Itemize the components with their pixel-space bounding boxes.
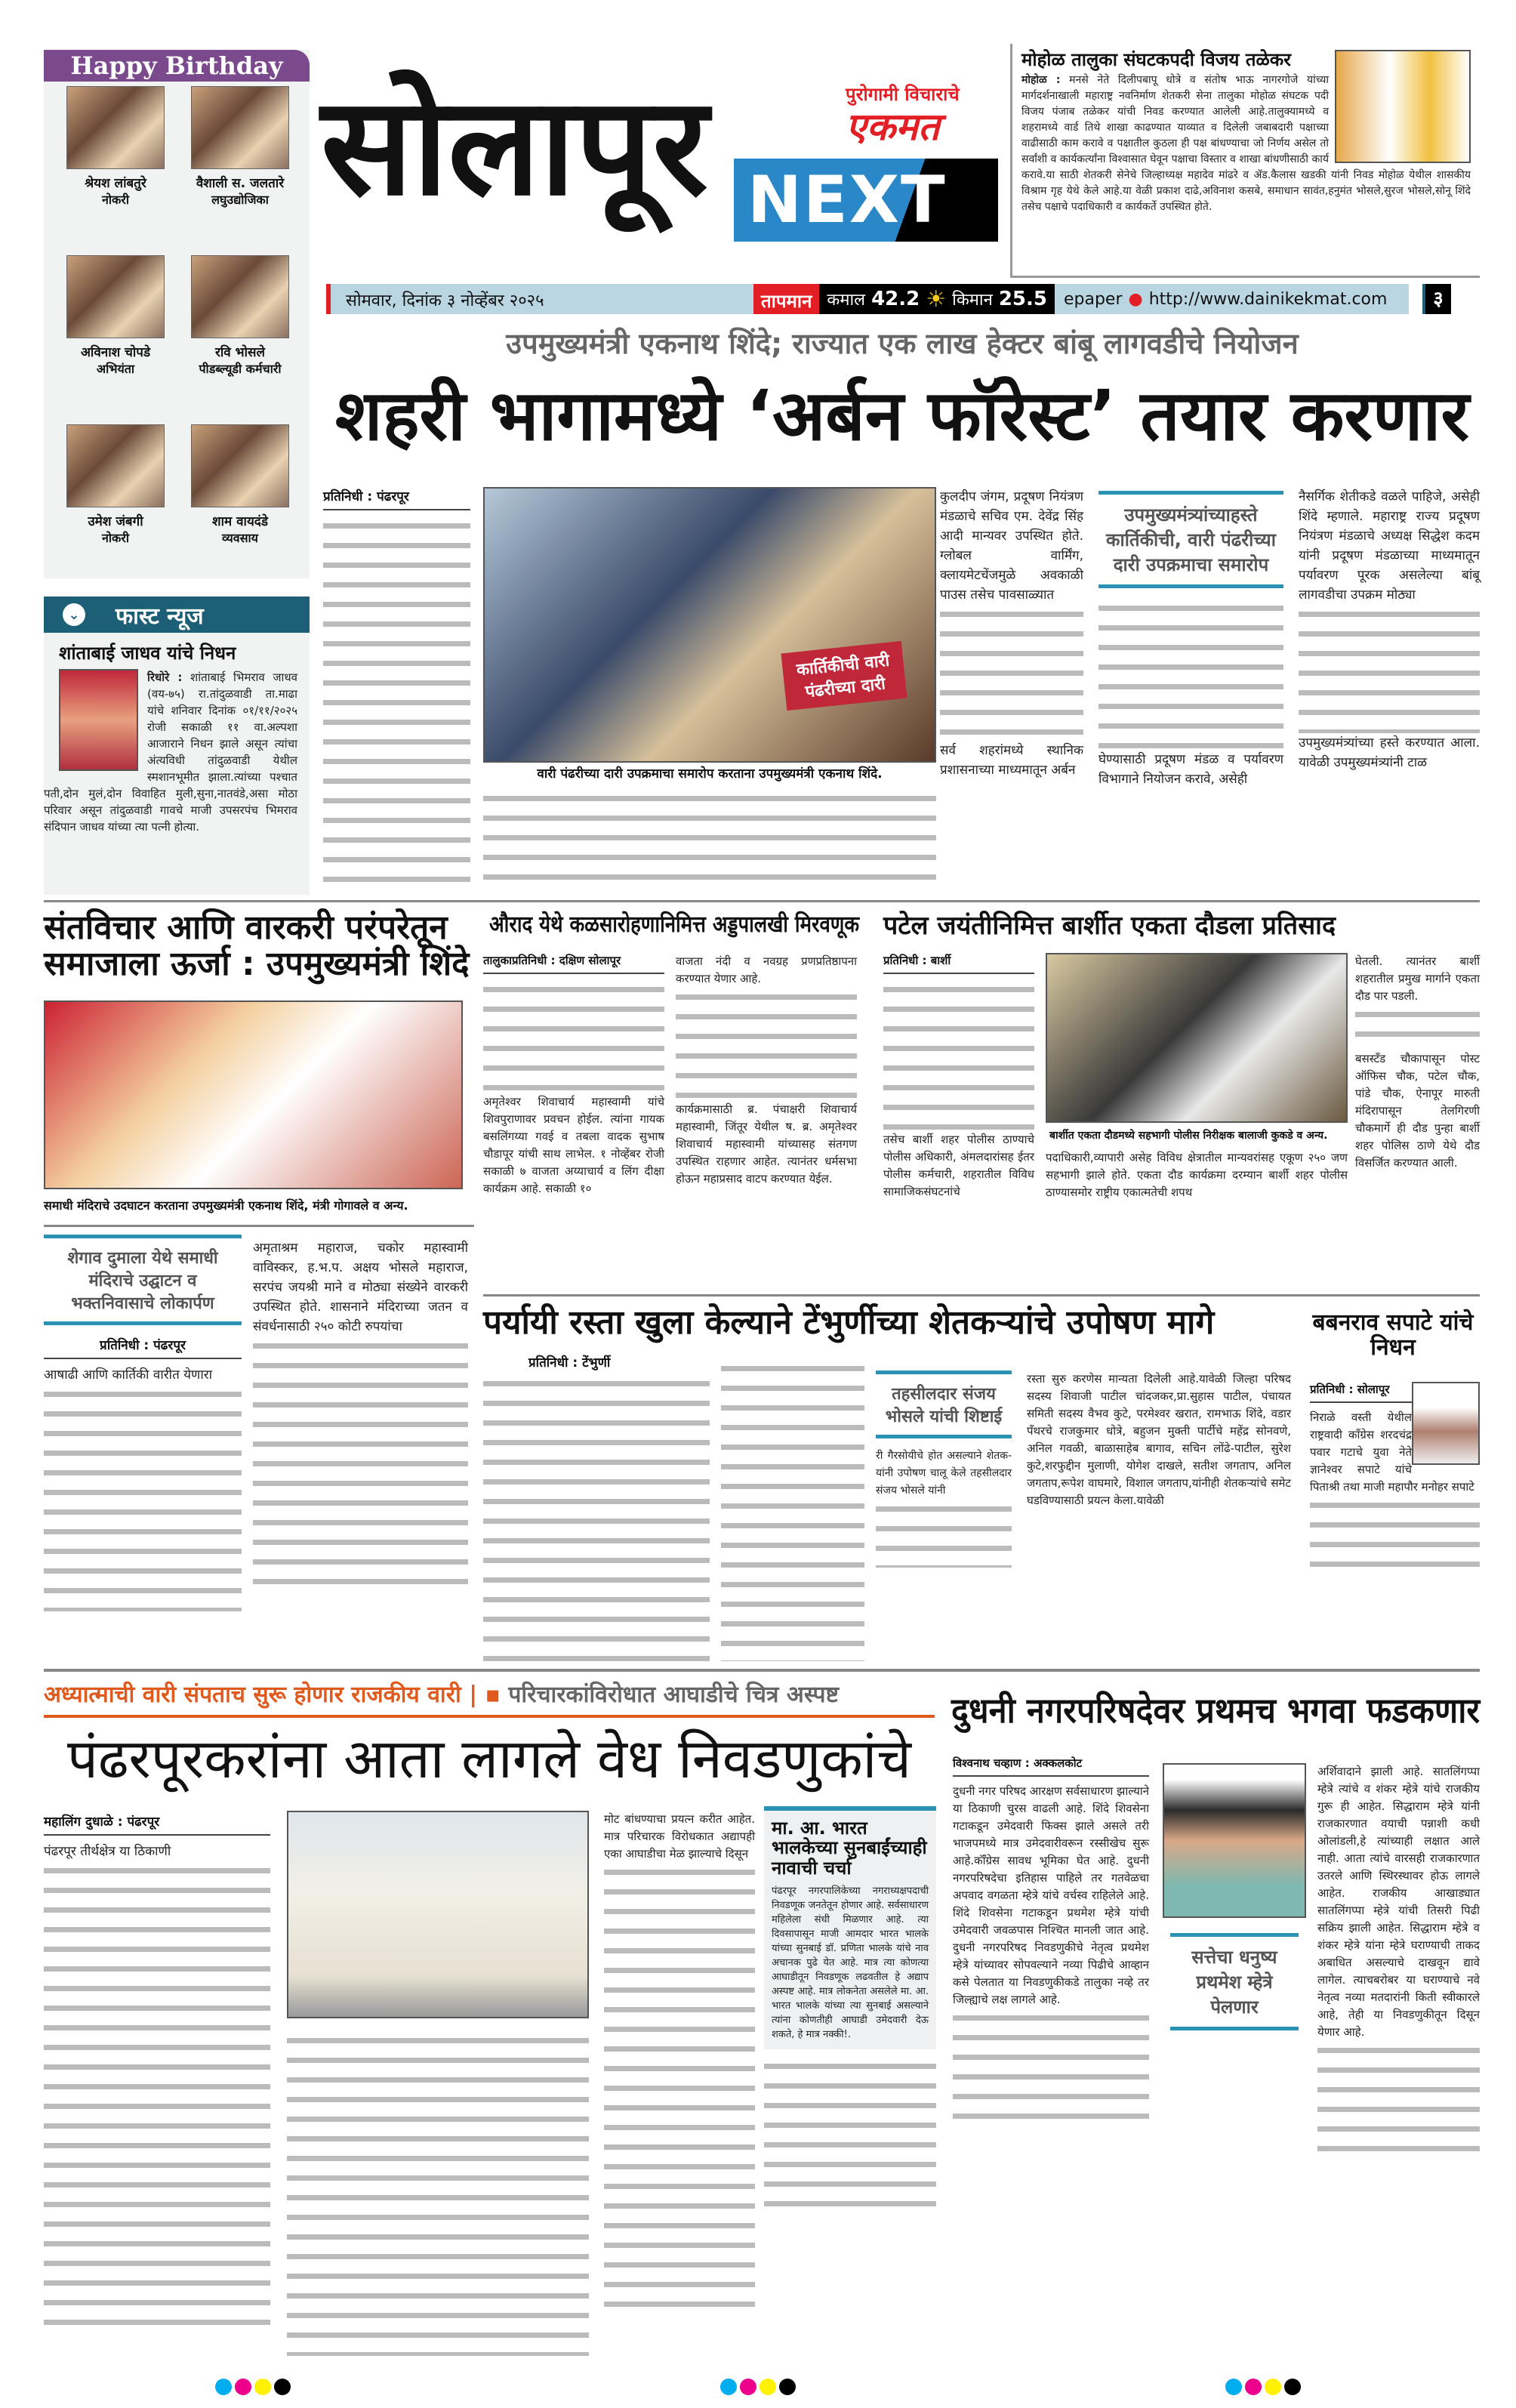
- patel-text-2: तसेच बार्शी शहर पोलीस ठाण्याचे पोलीस अधिकारी, अंमलदारांसह ईतर पोलीस कर्मचारी, शहरातील विविध सामाजिकसंघटनांचे: [883, 1133, 1034, 1198]
- patel-col-3: [1046, 1149, 1348, 1201]
- sant-text-2: अमृताश्रम महाराज, चकोर महास्वामी वाविस्कर, ह.भ.प. अक्षय भोसले महाराज, सरपंच जयश्री माने व मोठ्या संख्येने वारकरी उपस्थित होते. शासनाने मंदिराच्या जतन व संवर्धनासाठी २५० कोटी रुपयांचा: [253, 1241, 468, 1334]
- sant-headline: संतविचार आणि वारकरी परंपरेतून समाजाला ऊर्जा : उपमुख्यमंत्री शिंदे: [44, 908, 470, 984]
- lead-col-3: [940, 487, 1083, 780]
- sapate-byline: प्रतिनिधी : सोलापूर: [1310, 1382, 1480, 1403]
- color-registration-marks: [0, 2379, 1516, 2398]
- birthday-section: [44, 50, 310, 578]
- divider: [44, 900, 1480, 902]
- sapate-headline: बबनराव सपाटे यांचे निधन: [1312, 1309, 1474, 1361]
- dudhani-pullquote: सत्तेचा धनुष्य प्रथमेश म्हेत्रे पेलणार: [1170, 1933, 1299, 2030]
- sant-col-2: [253, 1238, 468, 1586]
- sant-photo: [44, 1001, 463, 1189]
- tembhurni-col-2: [721, 1359, 864, 1661]
- person-name: श्रेयश लांबतुरे: [85, 176, 146, 191]
- person-photo: [66, 86, 165, 169]
- epaper-label: epaper: [1063, 289, 1123, 309]
- patel-col-4: [1355, 953, 1480, 1172]
- fast-news-headline: शांताबाई जाधव यांचे निधन: [59, 643, 236, 664]
- issue-date: सोमवार, दिनांक ३ नोव्हेंबर २०२५: [331, 284, 753, 314]
- person-job: नोकरी: [101, 531, 129, 545]
- lead-byline: प्रतिनिधी : पंढरपूर: [323, 487, 470, 510]
- birthday-card: [59, 86, 172, 208]
- dudhani-col-3: [1317, 1763, 1480, 2154]
- pandharpur-col-1: [44, 1812, 270, 2329]
- tembhurni-headline: पर्यायी रस्ता खुला केल्याने टेंभुर्णीच्या शेतकऱ्यांचे उपोषण मागे: [483, 1303, 1215, 1342]
- bhalke-box-text: पंढरपूर नगरपालिकेच्या नगराध्यक्षपदाची निवडणूक जनतेतून होणार आहे. सर्वसाधारण महिलेला संधी मिळणार आहे. त्या दिवसापासून माजी आमदार भारत भालके यांच्या सुनबाई डॉ. प्रणिता भालके यांचे नाव अचानक पुढे येत आहे. मात्र त्या कोणत्या आघाडीतून निवडणूक लढवतील हे अद्याप अस्पष्ट आहे. मात्र लोकनेता असलेले मा. आ. भारत भालके यांच्या त्या सुनबाई असल्याने त्यांना कोणतीही आघाडी उमेदवारी देऊ शकते, हे मात्र नक्की!.: [772, 1885, 929, 2041]
- aurad-byline-box: [483, 953, 664, 974]
- date-bar: [326, 284, 1451, 314]
- pandharpur-kicker-2: परिचारकांविरोधात आघाडीचे चित्र अस्पष्ट: [508, 1682, 840, 1708]
- lead-photo: [483, 487, 936, 763]
- person-photo: [191, 86, 289, 169]
- pandharpur-col-4: [764, 1806, 936, 2208]
- divider: [44, 1669, 1480, 1672]
- temperature-label: तापमान: [753, 284, 819, 314]
- fast-news-header: [44, 597, 310, 633]
- dudhani-text: दुधनी नगर परिषद आरक्षण सर्वसाधारण झाल्याने या ठिकाणी चुरस वाढली आहे. शिंदे शिवसेना गटाकडून उमेदवारी फिक्स झाले असले तरी भाजपमध्ये मात्र उमेदवारीवरून रस्सीखेच सुरू आहे.कॉँग्रेस सावध भूमिका घेत आहे. दुधनी नगरपरिषदेचा इतिहास पाहिले तर गतवेळचा अपवाद वगळता म्हेत्रे यांचे वर्चस्व राहिलेले आहे. शिंदे शिवसेना गटाकडून प्रथमेश म्हेत्रे यांची उमेदवारी जवळपास निश्चित मानली जात आहे. दुधनी नगरपरिषद निवडणुकीचे नेतृत्व प्रथमेश म्हेत्रे यांच्यावर सोपवल्याने नव्या पिढीचे आव्हान कसे पेलतात या निवडणुकीकडे तालुका नव्हे तर जिल्ह्याचे लक्ष लागले आहे.: [953, 1784, 1149, 2006]
- patel-headline-box: [883, 912, 1480, 940]
- lead-kicker: उपमुख्यमंत्री एकनाथ शिंदे; राज्यात एक लाख हेक्टर बांबू लागवडीचे नियोजन: [506, 327, 1299, 360]
- sant-text: आषाढी आणि कार्तिकी वारीत येणारा: [44, 1367, 213, 1383]
- pandharpur-photo: [287, 1811, 589, 2018]
- masthead-title: सोलापूर: [321, 68, 708, 226]
- mohol-body: मनसे नेते दिलीपबापू धोत्रे व संतोष भाऊ नागरगोजे यांच्या मार्गदर्शनाखाली महाराष्ट्र नवनिर्माण शेतकरी सेना तालुका मोहोळ संघटक पदी विजय पंजाब तळेकर यांची निवड करण्यात आलेली आहे.तालुक्यामध्ये व शहरामध्ये वार्ड तिथे शाखा काढण्यात याव्यात व दिलेली जबाबदारी पक्षाच्या वाढीसाठी काम करावे व पक्षातील कुठला ही पक्ष बांधण्याचा जो निर्णय असेल तो सर्वांशी व कार्यकर्त्यांना विश्वासात घेवून पक्षाचा विस्तार व शाखा बांधणीसाठी कार्य करावे.या साठी शेतकरी सेनेचे जिल्हाध्यक्ष महादेव मांढरे व ॲड.कैलास खडकी यांनी निवड मोहोळ येथील शासकीय विश्राम गृह येथे केले आहे.या वेळी प्रकाश दाढे,अविनाश कसबे, समाधान सावंत,हनुमंत भोसले,सुरज भोसले,सोनू शिंदे तसेच पक्षाचे पदाधिकारी व कार्यकर्ते उपस्थित होते.: [1021, 74, 1471, 214]
- sun-icon: ☀: [926, 285, 947, 313]
- masthead-tagline: पुरोगामी विचाराचे: [846, 84, 960, 105]
- patel-photo: [1046, 953, 1348, 1123]
- pandharpur-col-2: [287, 2031, 589, 2356]
- patel-text: घेतली. त्यानंतर बार्शी शहरातील प्रमुख मार्गाने एकता दौड पार पडली.: [1355, 954, 1480, 1003]
- pandharpur-headline-box: [44, 1729, 935, 1789]
- patel-photo-caption-box: [1049, 1128, 1348, 1142]
- patel-photo-caption: बार्शीत एकता दौडमध्ये सहभागी पोलीस निरीक्षक बालाजी कुकडे व अन्य.: [1049, 1130, 1328, 1142]
- birthday-card: [183, 424, 297, 546]
- person-name: उमेश जंबगी: [88, 514, 143, 529]
- dudhani-text-2: अर्शिवादाने झाली आहे. सातलिंगप्पा म्हेत्रे त्यांचे व शंकर म्हेत्रे यांचे राजकीय गुरू ही आहेत. सिद्धाराम म्हेत्रे यांनी राजकारणात वयाची पन्नाशी कधी ओलांडली,हे त्यांच्याही लक्षात आले नाही. आता त्यांचे वारसही राजकारणात उतरले आणि स्थिरस्थावर होऊ लागले आहेत. राजकीय आखाड्यात सातलिंगप्पा म्हेत्रे यांची तिसरी पिढी सक्रिय झाली आहेत. सिद्धाराम म्हेत्रे व शंकर म्हेत्रे यांना म्हेत्रे घराण्याची ताकद अबाधित असल्याचे दाखवून द्यावे लागेल. त्याचबरोबर या घराण्याचे नवे नेतृत्व नव्या मतदारांनी किती स्वीकारले आहे, तेही या निवडणुकीतून दिसून येणार आहे.: [1317, 1765, 1480, 2039]
- person-name: अविनाश चोपडे: [80, 345, 151, 360]
- tembhurni-col-1: [483, 1374, 710, 1661]
- tembhurni-byline: प्रतिनिधी : टेंभुर्णी: [528, 1355, 611, 1370]
- dudhani-headline: दुधनी नगरपरिषदेवर प्रथमच भगवा फडकणार: [951, 1690, 1481, 1731]
- pandharpur-kicker-1: अध्यात्माची वारी संपताच सुरू होणार राजकीय वारी: [44, 1682, 461, 1708]
- photo-banner-text: कार्तिकीची वारी पंढरीच्या दारी: [781, 641, 907, 711]
- max-temp-label: कमाल: [827, 291, 866, 310]
- sant-photo-caption: समाधी मंदिराचे उदघाटन करताना उपमुख्यमंत्री एकनाथ शिंदे, मंत्री गोगावले व अन्य.: [44, 1198, 408, 1213]
- birthday-card: [59, 255, 172, 377]
- person-name: रवि भोसले: [214, 345, 266, 360]
- lead-col-5-text: नैसर्गिक शेतीकडे वळले पाहिजे, असेही शिंदे म्हणाले. महाराष्ट्र राज्य प्रदूषण नियंत्रण मंडळाचे अध्यक्ष सिद्धेश कदम यांनी प्रदूषण मंडळाच्या माध्यमातून पर्यावरण पूरक असलेल्या बांबू लागवडीचा उपक्रम मोठ्या: [1299, 489, 1480, 603]
- mohol-story: [1010, 44, 1480, 278]
- person-job: नोकरी: [101, 193, 129, 207]
- dudhani-col-1: [953, 1756, 1149, 2122]
- person-photo: [191, 255, 289, 338]
- person-job: व्यवसाय: [222, 531, 258, 545]
- lead-headline: शहरी भागामध्ये ‘अर्बन फॉरेस्ट’ तयार करणार: [335, 375, 1469, 456]
- pandharpur-kicker: अध्यात्माची वारी संपताच सुरू होणार राजकीय वारी | ▪ परिचारकांविरोधात आघाडीचे चित्र अस्पष्ट: [44, 1678, 935, 1718]
- temperature-readout: [819, 284, 1055, 314]
- tembhurni-text-2: रस्ता सुरु करणेस मान्यता दिलेली आहे.यावेळी जिल्हा परिषद सदस्य शिवाजी पाटील चांदजकर,प्रा.सुहास पाटील, पंचायत समिती सदस्य वैभव कुटे, परमेश्वर खरात, रामभाऊ शिंदे, वडार पँथरचे राजकुमार धोत्रे, बहुजन मुक्ती पार्टीचे महेंद्र सोनवणे, अनिल गवळी, बाळासाहेब बागाव, सचिन लोंढे-पाटील, सुरेश कुटे,शरफुद्दीन मुलाणी, योगेश दाखले, सतीश जगताप, अनिल जगताप,रूपेश वाघमारे, विशाल जगताप,यांनीही शेतकऱ्यांचे समेट घडविण्यासाठी प्रयत्न केला.यावेळी: [1027, 1372, 1291, 1507]
- aurad-text-3: कार्यक्रमासाठी ब्र. पंचाक्षरी शिवाचार्य महास्वामी, जिंतूर येथील ष. ब्र. अमृतेश्वर शिवाचार्य महास्वामी यांच्यासह संतगण उपस्थित राहणार आहेत. त्यानंतर धर्मसभा होऊन महाप्रसाद वाटप करण्यात येईल.: [676, 1102, 857, 1186]
- bhalke-box: [764, 1806, 936, 2049]
- tembhurni-pullquote: तहसीलदार संजय भोसले यांची शिष्टाई: [876, 1370, 1012, 1438]
- patel-headline: पटेल जयंतीनिमित्त बार्शीत एकता दौडला प्रतिसाद: [883, 911, 1336, 941]
- aurad-col-1: [483, 953, 664, 1198]
- birthday-title: Happy Birthday: [44, 50, 310, 82]
- dudhani-col-2: [1163, 1763, 1306, 2030]
- lead-headline-box: [325, 375, 1480, 456]
- tembhurni-headline-box: [483, 1305, 1291, 1341]
- lead-col-5-text-b: उपमुख्यमंत्र्यांच्या हस्ते करण्यात आला. यावेळी उपमुख्यमंत्र्यांनी टाळ: [1299, 735, 1480, 770]
- pandharpur-headline: पंढरपूरकरांना आता लागले वेध निवडणुकांचे: [66, 1727, 912, 1790]
- person-job: अभियंता: [96, 362, 135, 376]
- sapate-photo: [1412, 1382, 1480, 1465]
- masthead-title-box: [321, 68, 721, 226]
- lead-col-5: [1299, 487, 1480, 772]
- person-job: लघुउद्योजिका: [211, 193, 269, 207]
- epaper-icon: ●: [1128, 289, 1143, 309]
- aurad-headline: औराद येथे कळसारोहणानिमित्त अड्डपालखी मिरवणूक: [489, 911, 860, 938]
- fast-news-title: फास्ट न्यूज: [116, 603, 204, 630]
- lead-kicker-box: [325, 323, 1480, 362]
- patel-text-4: बसस्टँड चौकापासून पोस्ट ऑफिस चौक, पटेल चौक, पांडे चौक, ऐनापूर मारुती मंदिरापासून तेलगिरणी चौकमार्गे ही दौड पुन्हा बार्शी शहर पोलिस ठाणे येथे दौड विसर्जित करण्यात आली.: [1355, 1052, 1480, 1170]
- lead-photo-caption: वारी पंढरीच्या दारी उपक्रमाचा समारोप करताना उपमुख्यमंत्री एकनाथ शिंदे.: [537, 766, 883, 782]
- fast-news-body: शांताबाई भिमराव जाधव (वय-७५) रा.तांदुळवाडी ता.माढा यांचे शनिवार दिनांक ०१/११/२०२५ रोजी सकाळी ११ वा.अल्पशा आजाराने निधन झाले असून त्यांचा अंत्यविधी तांदुळवाडी येथील स्मशानभूमीत झाला.त्यांच्या पश्चात पती,दोन मुलं,दोन विवाहित मुली,सुना,नातवंडे,असा मोठा परिवार असून तांदुळवाडी गावचे माजी उपसरपंच भिमराव संदिपान जाधव यांच्या त्या पत्नी होत्या.: [44, 671, 297, 834]
- pandharpur-byline: महालिंग दुधाळे : पंढरपूर: [44, 1812, 270, 1836]
- sapate-story: [1310, 1382, 1480, 1571]
- fast-news-dateline: रिधोरे :: [147, 671, 183, 685]
- mohol-photo: [1335, 50, 1471, 163]
- patel-text-3: पदाधिकारी,व्यापारी असेह विविध क्षेत्रातील मान्यवरांसह एकूण २५० जण सहभागी झाले होते. एकता दौड कार्यक्रमा दरम्यान बार्शी शहर पोलीस ठाण्यासमोर राष्ट्रीय एकात्मतेची शपथ: [1046, 1151, 1348, 1199]
- lead-text-below-photo: [483, 789, 936, 891]
- double-chevron-down-icon: ⌄: [63, 603, 85, 626]
- bhalke-box-title: मा. आ. भारत भालकेच्या सुनबाईंच्याही नावाची चर्चा: [772, 1818, 927, 1879]
- dudhani-byline: विश्वनाथ चव्हाण : अक्कलकोट: [953, 1756, 1149, 1777]
- lead-col-1: [323, 487, 470, 886]
- person-photo: [66, 424, 165, 507]
- fast-news-section: [44, 597, 310, 895]
- divider: [44, 1225, 474, 1227]
- sant-subheadline: शेगाव दुमाला येथे समाधी मंदिराचे उद्घाटन व भक्तनिवासाचे लोकार्पण: [44, 1235, 242, 1325]
- aurad-text: वाजता नंदी व नवग्रह प्रणप्रतिष्ठापना करण्यात येणार आहे.: [676, 954, 857, 985]
- divider: [483, 1294, 1480, 1296]
- birthday-card: [183, 86, 297, 208]
- epaper-link[interactable]: http://www.dainikekmat.com: [1148, 289, 1388, 309]
- lead-photo-caption-box: [483, 764, 936, 782]
- patel-byline: प्रतिनिधी : बार्शी: [883, 953, 1034, 974]
- pandharpur-text: पंढरपूर तीर्थक्षेत्र या ठिकाणी: [44, 1844, 171, 1859]
- min-temp-value: 25.5: [998, 288, 1047, 310]
- dudhani-photo: [1163, 1763, 1306, 1918]
- mohol-headline: मोहोळ तालुका संघटकपदी विजय तळेकर: [1021, 49, 1291, 70]
- aurad-byline: तालुकाप्रतिनिधी : दक्षिण सोलापूर: [483, 954, 621, 967]
- lead-col-4-text: घेण्यासाठी प्रदूषण मंडळ व पर्यावरण विभागाने नियोजन करावे, असेही: [1098, 752, 1283, 787]
- sant-byline: प्रतिनिधी : पंढरपूर: [44, 1336, 242, 1359]
- obituary-photo: [59, 669, 138, 771]
- person-name: शाम वायदंडे: [212, 514, 268, 529]
- birthday-card: [59, 424, 172, 546]
- next-logo: [734, 159, 998, 242]
- masthead-brand: एकमत: [846, 105, 940, 149]
- person-photo: [66, 255, 165, 338]
- person-name: वैशाली स. जलतारे: [196, 176, 285, 191]
- lead-col-3-text-b: सर्व शहरांमध्ये स्थानिक प्रशासनाच्या माध्यमातून अर्बन: [940, 743, 1083, 778]
- person-photo: [191, 424, 289, 507]
- lead-col-3-text: कुलदीप जंगम, प्रदूषण नियंत्रण मंडळाचे सचिव एम. देवेंद्र सिंह आदी मान्यवर उपस्थित होते. ग्लोबल वार्मिंग, क्लायमेटचेंजमुळे अवकाळी पाउस तसेच पावसाळ्यात: [940, 489, 1083, 603]
- person-job: पीडब्ल्यूडी कर्मचारी: [199, 362, 282, 376]
- mohol-dateline: मोहोळ :: [1021, 74, 1061, 87]
- lead-pullquote: उपमुख्यमंत्र्यांच्याहस्ते कार्तिकीची, वारी पंढरीच्या दारी उपक्रमाचा समारोप: [1098, 491, 1283, 588]
- lead-col-4: [1098, 491, 1283, 789]
- next-logo-text: NEXT: [747, 162, 947, 238]
- tembhurni-col-3: [876, 1370, 1012, 1568]
- sapate-text: निराळे वस्ती येथील राष्ट्रवादी काँग्रेस शरदचंद्र पवार गटाचे युवा नेते ज्ञानेश्वर सपाटे यांचे पिताश्री तथा माजी महापौर मनोहर सपाटे: [1310, 1411, 1474, 1494]
- patel-col-1: [883, 953, 1034, 1201]
- aurad-text-2: अमृतेश्वर शिवाचार्य महास्वामी यांचे शिवपुराणावर प्रवचन होईल. त्यांना गायक बसलिंगय्या गवई व तबला वादक सुभाष चौडापूर यांची साथ लाभेल. १ नोव्हेंबर रोजी सकाळी ७ वाजता अय्याचार्य व लिंग दीक्षा कार्यक्रम आहे. सकाळी १०: [483, 1095, 664, 1195]
- aurad-col-2: [676, 953, 857, 1188]
- pandharpur-text-2: मोट बांधण्याचा प्रयत्न करीत आहेत. मात्र परिचारक विरोधकात अद्यापही एका आघाडीचा मेळ झाल्याचे दिसून: [604, 1812, 755, 1861]
- tembhurni-text: री गैरसोयीचे होत असल्याने शेतक-यांनी उपोषण चालू केले तहसीलदार संजय भोसले यांनी: [876, 1450, 1012, 1497]
- pandharpur-col-3: [604, 1811, 755, 2316]
- max-temp-value: 42.2: [871, 288, 920, 310]
- aurad-headline-box: [489, 912, 859, 937]
- birthday-card: [183, 255, 297, 377]
- sant-photo-caption-box: [44, 1197, 474, 1213]
- page-number: ३: [1422, 284, 1451, 314]
- dudhani-headline-box: [951, 1691, 1480, 1730]
- sant-col-1: [44, 1235, 242, 1611]
- min-temp-label: किमान: [952, 291, 993, 310]
